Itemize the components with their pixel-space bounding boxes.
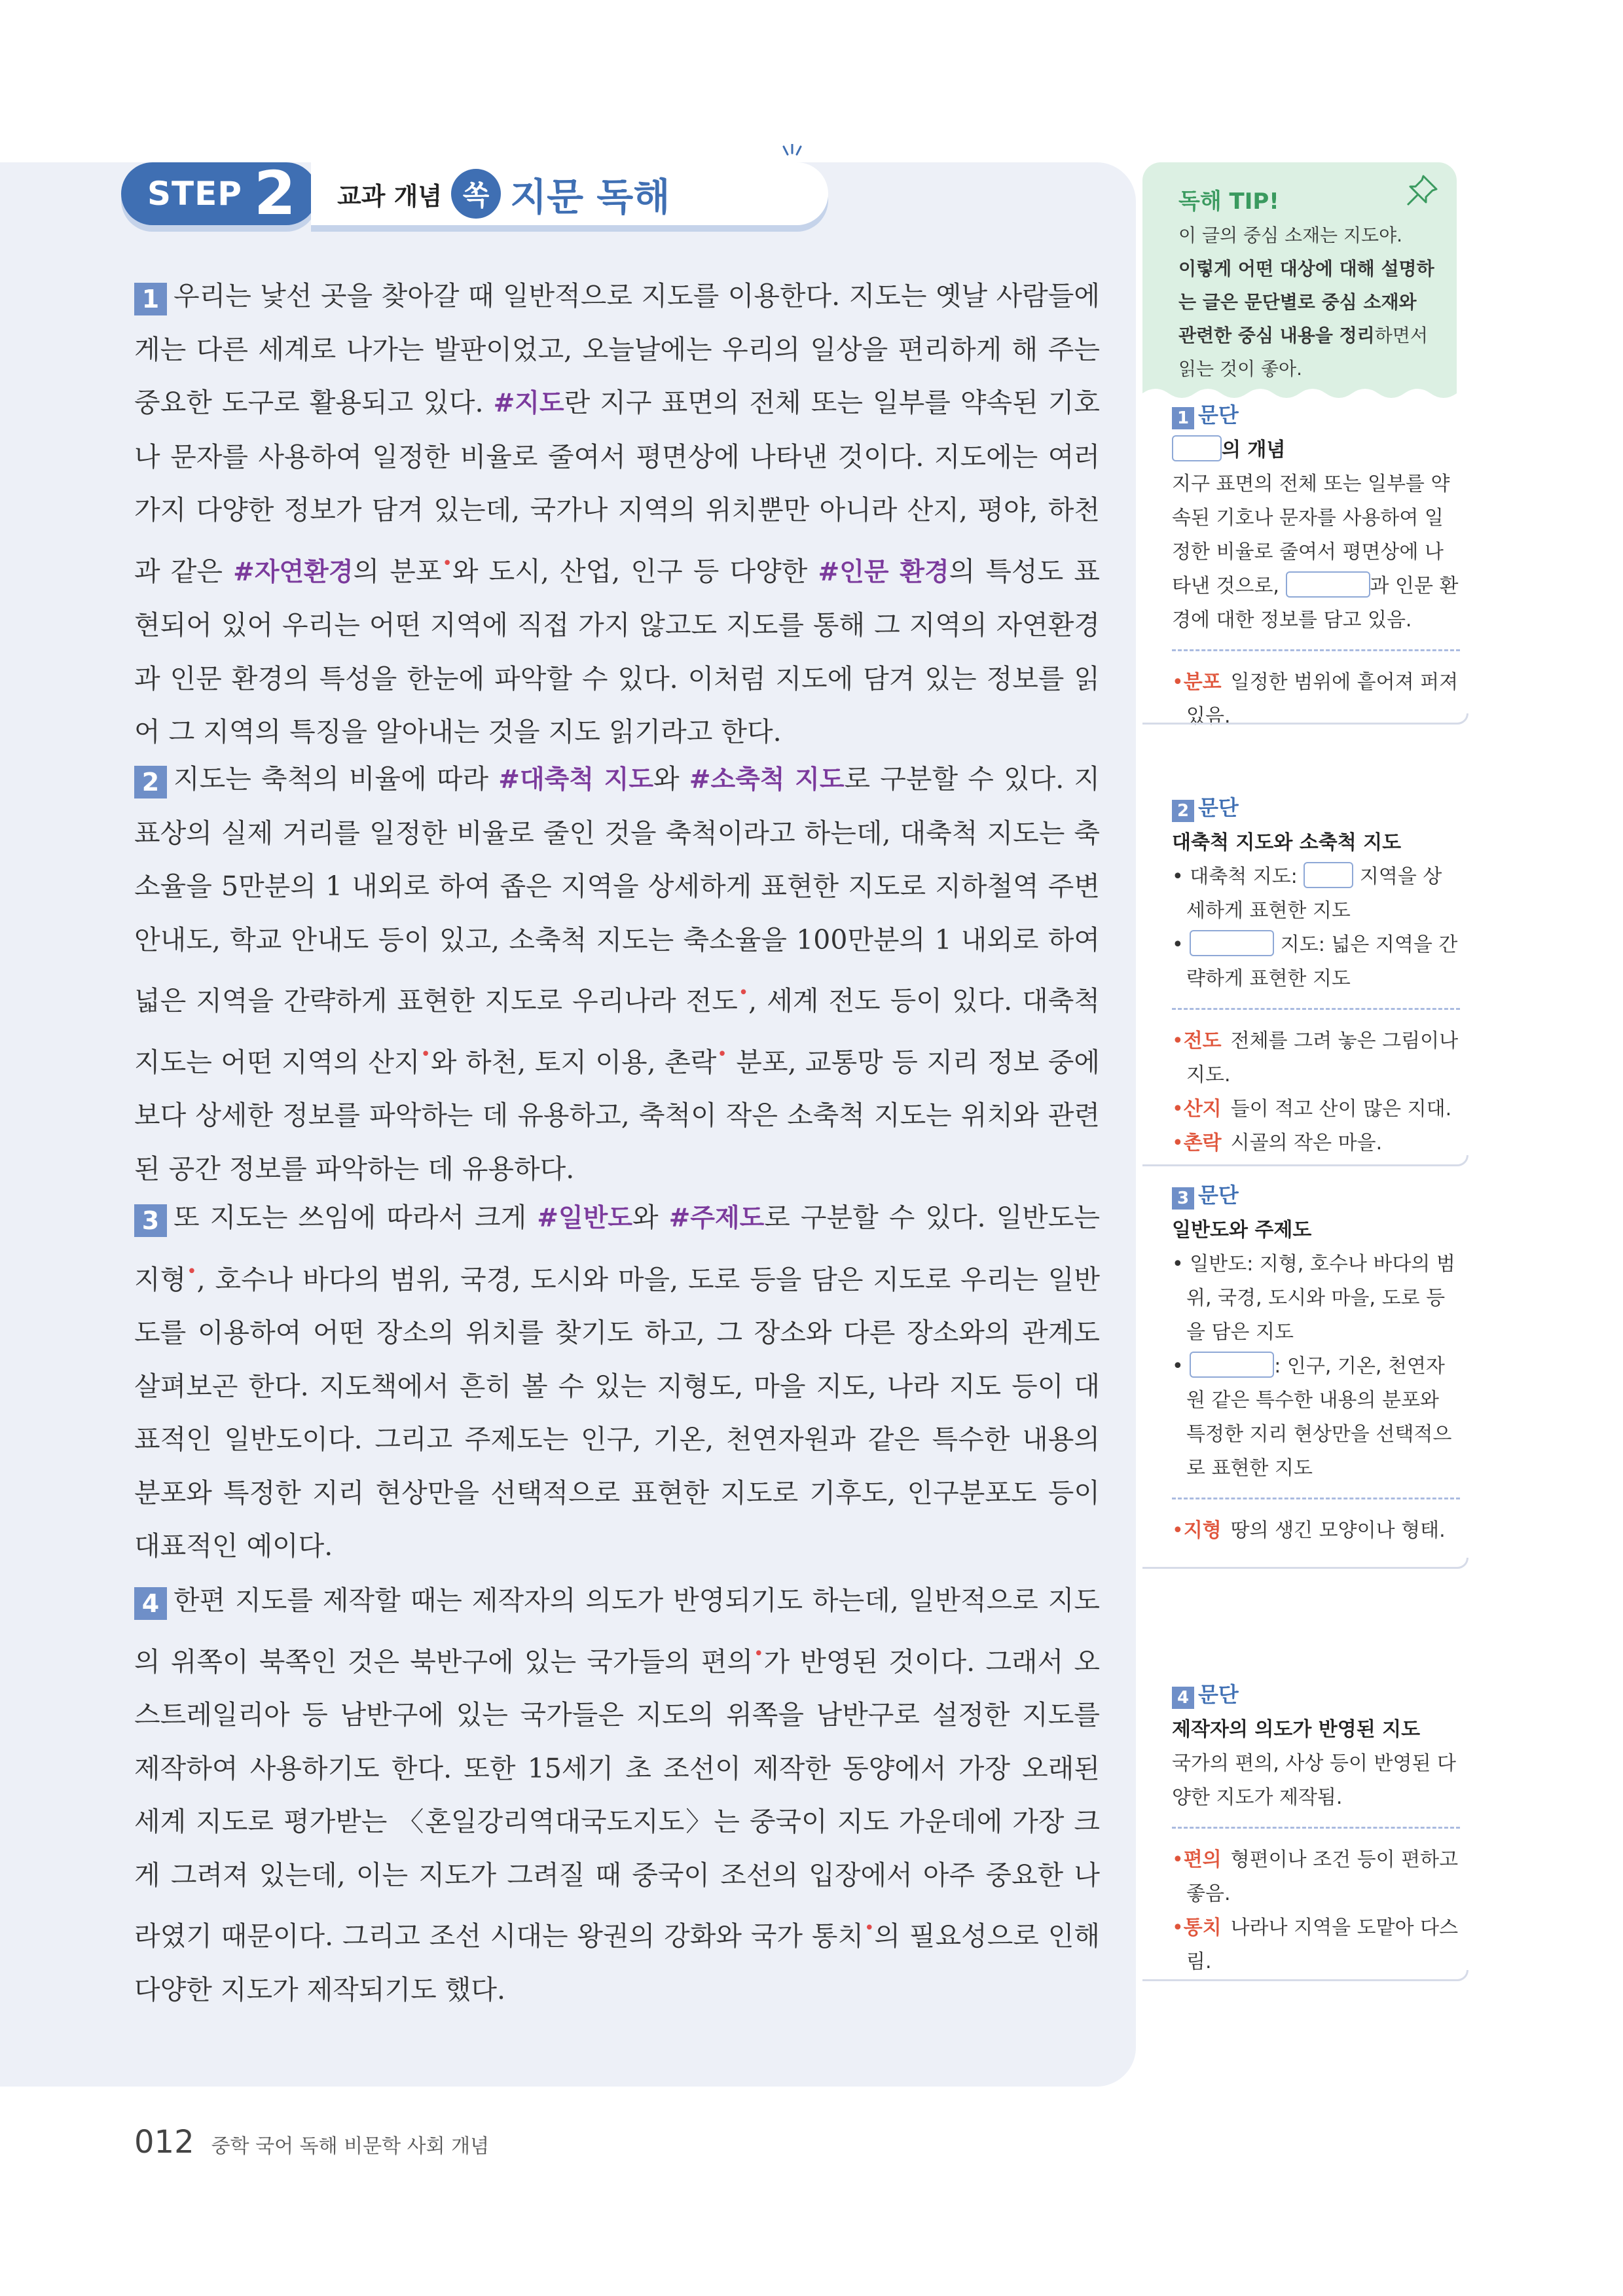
text: 로 구분할 수 있다. 일반도는 지형 [134,1202,1100,1295]
paragraph-number: 1 [134,283,167,315]
answer-blank[interactable] [1286,571,1370,598]
glossary-item [1172,1024,1460,1092]
text: , 호수나 바다의 범위, 국경, 도시와 마을, 도로 등을 담은 지도로 우리는 일반도를 이용하여 어떤 장소의 위치를 찾기도 하고, 그 장소와 다른 장소와의 관계도 살펴보곤 한다. 지도책에서 흔히 볼 수 있는 지형도, 마을 지도, 나라 지도 등이 대표적인 일반도이다. 그리고 주제도는 인구, 기온, 천연자원과 같은 특수한 내용의 분포와 특정한 지리 현상만을 선택적으로 표현한 지도로 기후도, 인구분포도 등이 대표적인 예이다. [134,1263,1100,1562]
pushpin-icon [1404,172,1440,216]
keyword: #소축척 지도 [689,765,845,795]
paragraph-2 [134,753,1100,1196]
gloss-marker: • [442,553,452,573]
text: : 인구, 기온, 천연자원 같은 특수한 내용의 분포와 특정한 지리 현상만을 선택적으로 표현한 지도 [1186,1355,1452,1480]
text: 과 인문 환경에 대한 정보를 담고 있음. [1172,575,1459,632]
paragraph-number: 3 [1172,1187,1194,1210]
tip-text: 하면서 읽는 것이 좋아. [1178,325,1428,380]
note-card-edge [1142,713,1468,725]
divider [1172,649,1460,651]
text: 의 필요성으로 인해 다양한 지도가 제작되기도 했다. [134,1920,1100,2005]
keyword: #지도 [493,389,564,418]
side-note-4 [1172,1677,1460,1979]
bullet: • [1172,933,1184,956]
glossary-definition: 전체를 그려 놓은 그림이나 지도. [1186,1030,1459,1086]
note-card-edge [1142,1155,1468,1166]
glossary-definition: 땅의 생긴 모양이나 형태. [1230,1519,1446,1542]
glossary-word: 편의 [1183,1848,1222,1871]
text: 의 개념 [1222,439,1286,461]
answer-blank[interactable] [1304,862,1353,888]
note-title: 대축척 지도와 소축척 지도 [1172,831,1402,854]
gloss-marker: • [420,1044,431,1064]
reading-tip-box [1142,162,1457,388]
paragraph-number: 2 [1172,800,1194,822]
keyword: #주제도 [668,1204,765,1233]
side-note-3 [1172,1178,1460,1548]
glossary-word: 지형 [1183,1519,1222,1542]
text: 지도: 넓은 지역을 간략하게 표현한 지도 [1186,933,1458,990]
tip-title: 독해 TIP! [1178,188,1279,215]
glossary-definition: 들이 적고 산이 많은 지대. [1230,1098,1452,1121]
gloss-marker: • [864,1918,875,1938]
paragraph-1 [134,270,1100,759]
divider [1172,1827,1460,1829]
text: 지구 표면의 전체 또는 일부를 약속된 기호나 문자를 사용하여 일정한 비율로 줄여서 평면상에 나타낸 것으로, [1172,473,1450,598]
bullet: • [1172,1132,1184,1155]
page-number: 012 [134,2124,194,2161]
note-description: 국가의 편의, 사상 등이 반영된 다양한 지도가 제작됨. [1172,1752,1456,1809]
bullet: • [1172,1030,1184,1052]
text: 일반도: 지형, 호수나 바다의 범위, 국경, 도시와 마을, 도로 등을 담은 지도 [1186,1253,1455,1344]
step-number: 2 [253,158,296,228]
bullet: • [1172,1519,1184,1542]
text: 와 도시, 산업, 인구 등 다양한 [452,555,818,587]
sparkle-icon [781,144,803,166]
side-note-2 [1172,791,1460,1160]
note-title: 제작자의 의도가 반영된 지도 [1172,1718,1421,1741]
text: 지도는 축척의 비율에 따라 [173,763,499,795]
subject-label: 교과 개념 [337,181,443,211]
bullet: • [1172,1098,1184,1121]
gloss-marker: • [754,1643,764,1664]
text: 분포, 교통망 등 지리 정보 중에 보다 상세한 정보를 파악하는 데 유용하고, 축척이 작은 소축척 지도는 위치와 관련된 공간 정보를 파악하는 데 유용하다. [134,1046,1100,1185]
glossary-definition: 나라나 지역을 도맡아 다스림. [1186,1916,1459,1973]
bullet: • [1172,671,1184,694]
keyword: #자연환경 [233,557,354,587]
note-label: 문단 [1198,1682,1239,1707]
text: 의 특성도 표현되어 있어 우리는 어떤 지역에 직접 가지 않고도 지도를 통해 그 지역의 자연환경과 인문 환경의 특성을 한눈에 파악할 수 있다. 이처럼 지도에 담겨 있는 정보를 읽어 그 지역의 특징을 알아내는 것을 지도 읽기라고 한다. [134,555,1100,747]
note-label: 문단 [1198,403,1239,427]
note-card-edge [1142,1970,1468,1981]
page-footer [134,2124,489,2161]
divider [1172,1008,1460,1010]
paragraph-number: 4 [134,1587,167,1620]
text: 또 지도는 쓰임에 따라서 크게 [173,1202,538,1233]
note-bullet [1172,928,1460,996]
tip-emphasis: 이렇게 어떤 대상에 대해 설명하는 글은 문단별로 중심 소재와 관련한 중심 내용을 정리 [1178,258,1434,346]
paragraph-number: 1 [1172,407,1194,429]
gloss-marker: • [738,983,749,1003]
note-bullet [1172,1247,1460,1350]
answer-blank[interactable] [1172,435,1222,461]
text: 지역을 상세하게 표현한 지도 [1186,865,1442,922]
bullet: • [1172,1253,1184,1276]
glossary-definition: 시골의 작은 마을. [1230,1132,1383,1155]
text: 의 분포 [353,555,442,587]
tip-text: 이 글의 중심 소재는 지도야. [1178,224,1403,246]
glossary-word: 통치 [1183,1916,1222,1939]
note-label: 문단 [1198,1183,1239,1208]
note-title: 일반도와 주제도 [1172,1219,1312,1242]
divider [1172,1498,1460,1499]
note-title [1172,433,1460,467]
note-card-edge [1142,1558,1468,1569]
glossary-word: 분포 [1183,671,1222,694]
note-label: 문단 [1198,795,1239,820]
step-badge [121,158,318,228]
page-title: 지문 독해 [510,175,670,219]
paragraph-3 [134,1191,1100,1573]
text: 란 지구 표면의 전체 또는 일부를 약속된 기호나 문자를 사용하여 일정한 비율로 줄여서 평면상에 나타낸 것이다. 지도에는 여러 가지 다양한 정보가 담겨 있는데, 국가나 지역의 위치뿐만 아니라 산지, 평야, 하천과 같은 [134,387,1100,587]
glossary-word: 전도 [1183,1030,1222,1052]
glossary-definition: 형편이나 조건 등이 편하고 좋음. [1186,1848,1459,1905]
text: 대축척 지도: [1190,865,1304,888]
ssok-badge: 쏙 [451,169,501,219]
glossary-item [1172,1843,1460,1911]
side-note-1 [1172,398,1460,734]
bullet: • [1172,1355,1184,1378]
step-word: STEP [147,175,242,213]
paragraph-4 [134,1574,1100,2017]
glossary-item [1172,1514,1460,1548]
text: 와 [632,1202,669,1233]
glossary-item [1172,1092,1460,1126]
tip-body [1178,219,1440,386]
note-description [1172,467,1460,637]
gloss-marker: • [187,1261,197,1282]
glossary-word: 산지 [1183,1098,1222,1121]
book-title: 중학 국어 독해 비문학 사회 개념 [211,2135,490,2158]
section-title [311,162,828,225]
bullet: • [1172,865,1184,888]
text: 한편 지도를 제작할 때는 제작자의 의도가 반영되기도 하는데, 일반적으로 지도의 위쪽이 북쪽인 것은 북반구에 있는 국가들의 편의 [134,1585,1100,1677]
text: 와 하천, 토지 이용, 촌락 [430,1046,717,1078]
keyword: #인문 환경 [818,557,949,587]
keyword: #대축척 지도 [498,765,654,795]
answer-blank[interactable] [1190,1352,1274,1378]
paragraph-number: 2 [134,766,167,798]
bullet: • [1172,1916,1184,1939]
glossary-item [1172,1911,1460,1979]
gloss-marker: • [717,1044,727,1064]
paragraph-number: 4 [1172,1687,1194,1709]
note-bullet [1172,860,1460,928]
answer-blank[interactable] [1190,930,1274,956]
text: , 세계 전도 등이 있다. 대축척 지도는 어떤 지역의 산지 [134,985,1100,1078]
text: 와 [653,763,689,795]
glossary-definition: 일정한 범위에 흩어져 퍼져 있음. [1186,671,1459,728]
bullet: • [1172,1848,1184,1871]
glossary-word: 촌락 [1183,1132,1222,1155]
text: 로 구분할 수 있다. 지표상의 실제 거리를 일정한 비율로 줄인 것을 축척이라고 하는데, 대축척 지도는 축소율을 5만분의 1 내외로 하여 좁은 지역을 상세하게 표현한 지도로 지하철역 주변 안내도, 학교 안내도 등이 있고, 소축척 지도는 축소율을 100만분의 1 내외로 하여 넓은 지역을 간략하게 표현한 지도로 우리나라 전도 [134,763,1101,1016]
keyword: #일반도 [537,1204,632,1233]
note-bullet [1172,1350,1460,1486]
paragraph-number: 3 [134,1204,167,1237]
text: 우리는 낯선 곳을 찾아갈 때 일반적으로 지도를 이용한다. 지도는 옛날 사람들에게는 다른 세계로 나가는 발판이었고, 오늘날에는 우리의 일상을 편리하게 해 주는 중요한 도구로 활용되고 있다. [134,280,1100,418]
text: 가 반영된 것이다. 그래서 오스트레일리아 등 남반구에 있는 국가들은 지도의 위쪽을 남반구로 설정한 지도를 제작하여 사용하기도 한다. 또한 15세기 초 조선이 제작한 동양에서 가장 오래된 세계 지도로 평가받는 〈혼일강리역대국도지도〉는 중국이 지도 가운데에 가장 크게 그려져 있는데, 이는 지도가 그려질 때 중국이 조선의 입장에서 아주 중요한 나라였기 때문이다. 그리고 조선 시대는 왕권의 강화와 국가 통치 [134,1645,1100,1952]
